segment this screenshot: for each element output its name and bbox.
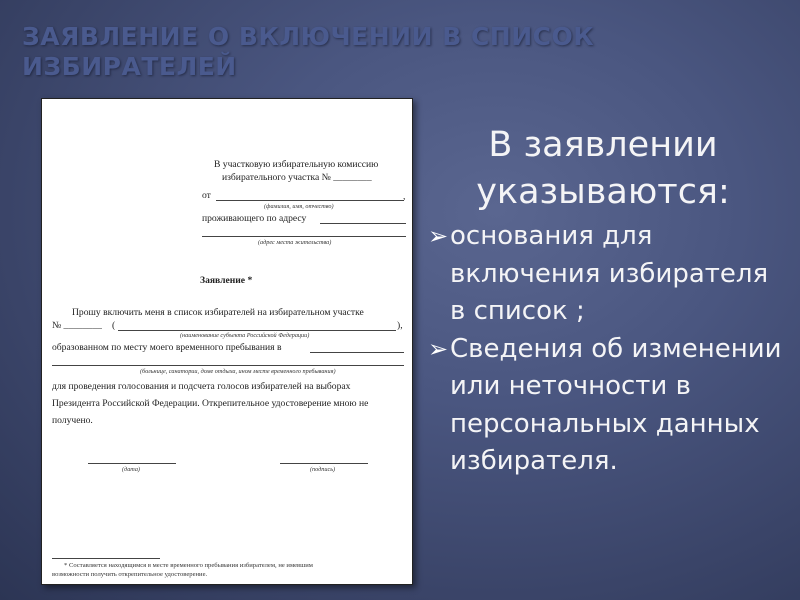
- requirements-list: [428, 218, 788, 481]
- form-body-line4: для проведения голосования и подсчета голосов избирателей на выборах: [52, 381, 351, 392]
- slide-title: ЗАЯВЛЕНИЕ О ВКЛЮЧЕНИИ В СПИСОК ИЗБИРАТЕЛЕЙ: [22, 22, 595, 81]
- form-footnote-rule: [52, 558, 160, 559]
- form-footnote-line1: * Составляется находящимся в месте временного пребывания избирателем, не имевшим: [64, 562, 313, 569]
- form-place-line: [310, 352, 404, 353]
- form-body-line5: Президента Российской Федерации. Открепительное удостоверение мною не: [52, 398, 369, 409]
- form-place-hint: (больнице, санатории, доме отдыха, ином месте временного пребывания): [140, 368, 336, 375]
- form-signature-line: [280, 463, 368, 464]
- form-from-line: [216, 200, 404, 201]
- list-item-text: основания для включения избирателя в список ;: [450, 221, 769, 326]
- form-body-line6: получено.: [52, 415, 93, 426]
- list-item: [428, 331, 788, 481]
- form-footnote-line2: возможности получить открепительное удостоверение.: [52, 571, 208, 578]
- form-date-hint: (дата): [122, 466, 140, 473]
- form-residence-hint: (адрес места жительства): [258, 239, 332, 246]
- form-place-line2: [52, 365, 404, 366]
- form-paren-close: ),: [397, 320, 403, 331]
- form-body-line3: образованном по месту моего временного пребывания в: [52, 342, 282, 353]
- form-body-line1: Прошу включить меня в список избирателей на избирательном участке: [72, 307, 364, 318]
- arrow-bullet-icon: ➢: [428, 334, 449, 363]
- form-date-line: [88, 463, 176, 464]
- form-header-line2: избирательного участка № ________: [222, 172, 372, 183]
- list-item: [428, 218, 788, 331]
- form-body-number: № ________: [52, 320, 102, 331]
- form-region-line: [118, 330, 396, 331]
- requirements-panel: [428, 122, 788, 481]
- panel-heading: В заявлении указываются:: [476, 125, 730, 212]
- form-residence-line2: [202, 236, 406, 237]
- application-form-image: [41, 98, 413, 585]
- form-title: Заявление *: [200, 275, 253, 286]
- form-comma: ,: [403, 191, 406, 202]
- arrow-bullet-icon: ➢: [428, 222, 449, 250]
- form-paren-open: (: [112, 320, 116, 331]
- form-header-line1: В участковую избирательную комиссию: [214, 159, 379, 170]
- form-from-hint: (фамилия, имя, отчество): [264, 203, 334, 210]
- form-residence-label: проживающего по адресу: [202, 213, 307, 224]
- form-signature-hint: (подпись): [310, 466, 336, 473]
- form-region-hint: (наименование субъекта Российской Федерации): [180, 332, 310, 339]
- list-item-text: Сведения об изменении или неточности в персональных данных избирателя.: [450, 333, 782, 476]
- form-from-label: от: [202, 190, 211, 201]
- form-residence-line: [320, 223, 406, 224]
